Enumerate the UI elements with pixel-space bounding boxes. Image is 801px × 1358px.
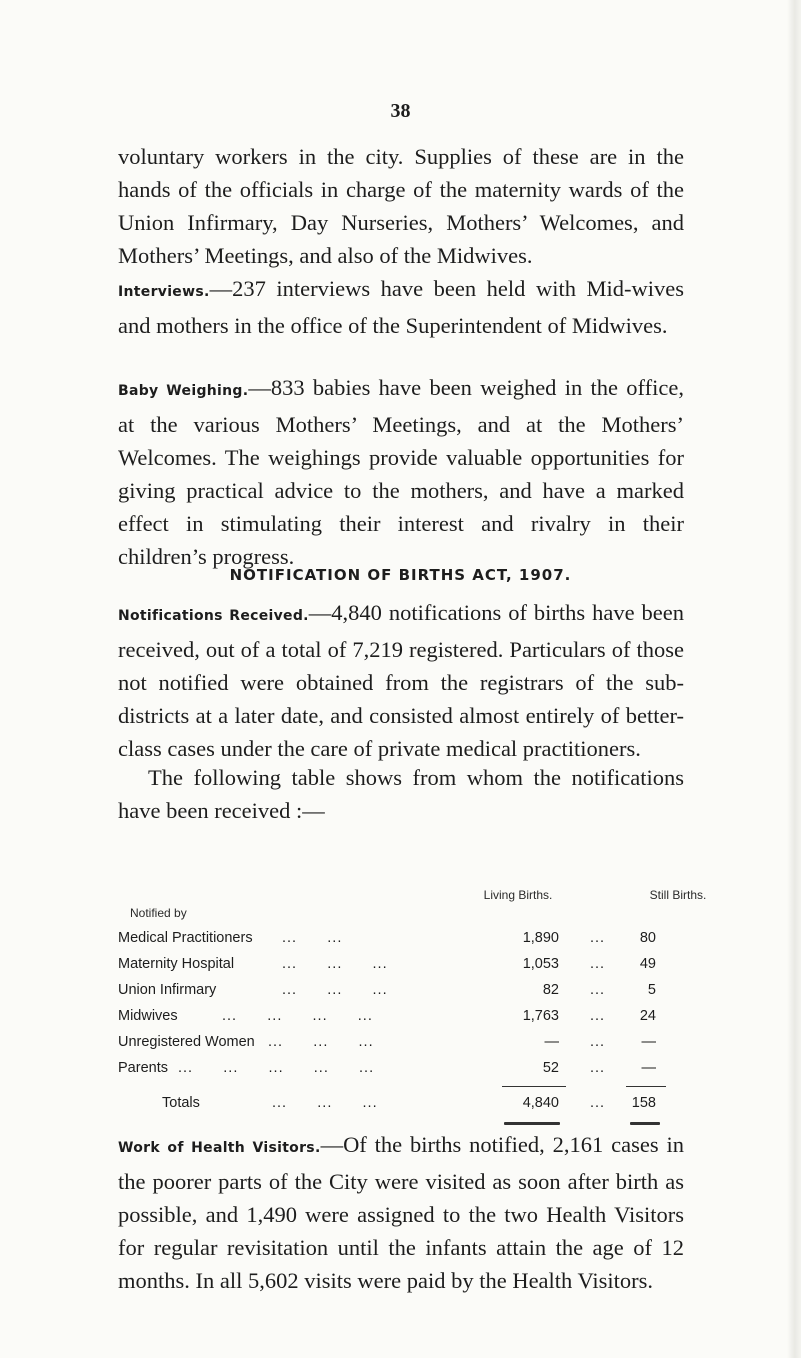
total-double-rule-still [630,1122,660,1125]
health-visitors-heading: Work of Health Visitors. [118,1140,321,1156]
interviews-paragraph [118,272,684,342]
totals-still: 158 [631,1095,656,1111]
interviews-heading: Interviews. [118,284,210,300]
leader-dots: ... ... ... [282,982,388,998]
health-visitors-text: —Of the births notified, 2,161 cases in the poorer parts of the City were visited as soon after birth as possible, and 1,490 were assigned to the two Health Visitors for regular revisitation until the infants attain the age of 12 months. In all 5,602 visits were paid by the Health Visitors. [118,1132,684,1293]
row-label: Medical Practitioners [118,930,253,946]
leader-dots: ... ... ... ... ... [178,1060,375,1076]
row-label: Parents [118,1060,168,1076]
row-label: Maternity Hospital [118,956,235,972]
leader-dots: ... ... ... [272,1095,378,1111]
page-number: 38 [390,100,411,122]
leader-dots: ... [590,1034,606,1050]
table-row [118,1034,718,1060]
row-label: Union Infirmary [118,982,217,998]
leader-dots: ... [590,982,606,998]
header-living-births: Living Births. [483,888,553,902]
subtotal-rule-living [502,1086,566,1087]
table-row [118,956,718,982]
page-edge-shadow [787,0,801,1358]
row-living: — [544,1034,559,1050]
header-notified-by: Notified by [130,906,187,920]
leader-dots: ... [590,930,606,946]
totals-living: 4,840 [522,1095,559,1111]
table-row [118,1060,718,1086]
leader-dots: ... ... ... ... [222,1008,373,1024]
row-label: Unregistered Women [118,1034,255,1050]
notifications-paragraph [118,596,684,765]
row-label: Midwives [118,1008,178,1024]
baby-weighing-text: —833 babies have been weighed in the office, at the various Mothers’ Meetings, and at the Mothers’ Welcomes. The weighings provide valuable opportunities for giving practical advice to the mothers, and have a marked effect in stimulating their interest and rivalry in their children’s progress. [118,375,684,569]
row-still: 24 [639,1008,656,1024]
totals-row [118,1095,718,1121]
row-still: — [641,1034,656,1050]
intro-paragraph: voluntary workers in the city. Supplies of these are in the hands of the officials in charge of the maternity wards of the Union Infirmary, Day Nurseries, Mothers’ Welcomes, and Mothers’ Meetings, and also of the Midwives. [118,144,684,268]
leader-dots: ... [590,956,606,972]
notifications-heading: Notifications Received. [118,608,309,624]
leader-dots: ... ... ... [282,956,388,972]
interviews-text: —237 interviews have been held with Mid-wives and mothers in the office of the Superintendent of Midwives. [118,276,684,338]
subtotal-rule-still [626,1086,666,1087]
row-still: 5 [647,982,656,998]
leader-dots: ... ... ... [268,1034,374,1050]
row-living: 82 [542,982,559,998]
section-title: NOTIFICATION OF BIRTHS ACT, 1907. [229,566,572,584]
row-still: 80 [639,930,656,946]
notifications-text: —4,840 notifications of births have been received, out of a total of 7,219 registered. Particulars of those not notified were obtained from the registrars of the sub-districts at a later date, and consisted almost entirely of better-class cases under the care of private medical practitioners. [118,600,684,761]
leader-dots: ... ... [282,930,343,946]
header-still-births: Still Births. [649,888,707,902]
row-living: 1,763 [522,1008,559,1024]
row-living: 1,890 [522,930,559,946]
row-still: 49 [639,956,656,972]
row-still: — [641,1060,656,1076]
baby-weighing-paragraph [118,371,684,573]
total-double-rule-living [504,1122,560,1125]
table-row [118,1008,718,1034]
table-row [118,982,718,1008]
leader-dots: ... [590,1060,606,1076]
health-visitors-paragraph [118,1128,684,1297]
row-living: 1,053 [522,956,559,972]
table-row [118,930,718,956]
row-living: 52 [542,1060,559,1076]
baby-weighing-heading: Baby Weighing. [118,383,249,399]
totals-label: Totals [162,1095,200,1111]
leader-dots: ... [590,1095,606,1111]
table-intro: The following table shows from whom the notifications have been received :— [118,765,684,823]
leader-dots: ... [590,1008,606,1024]
